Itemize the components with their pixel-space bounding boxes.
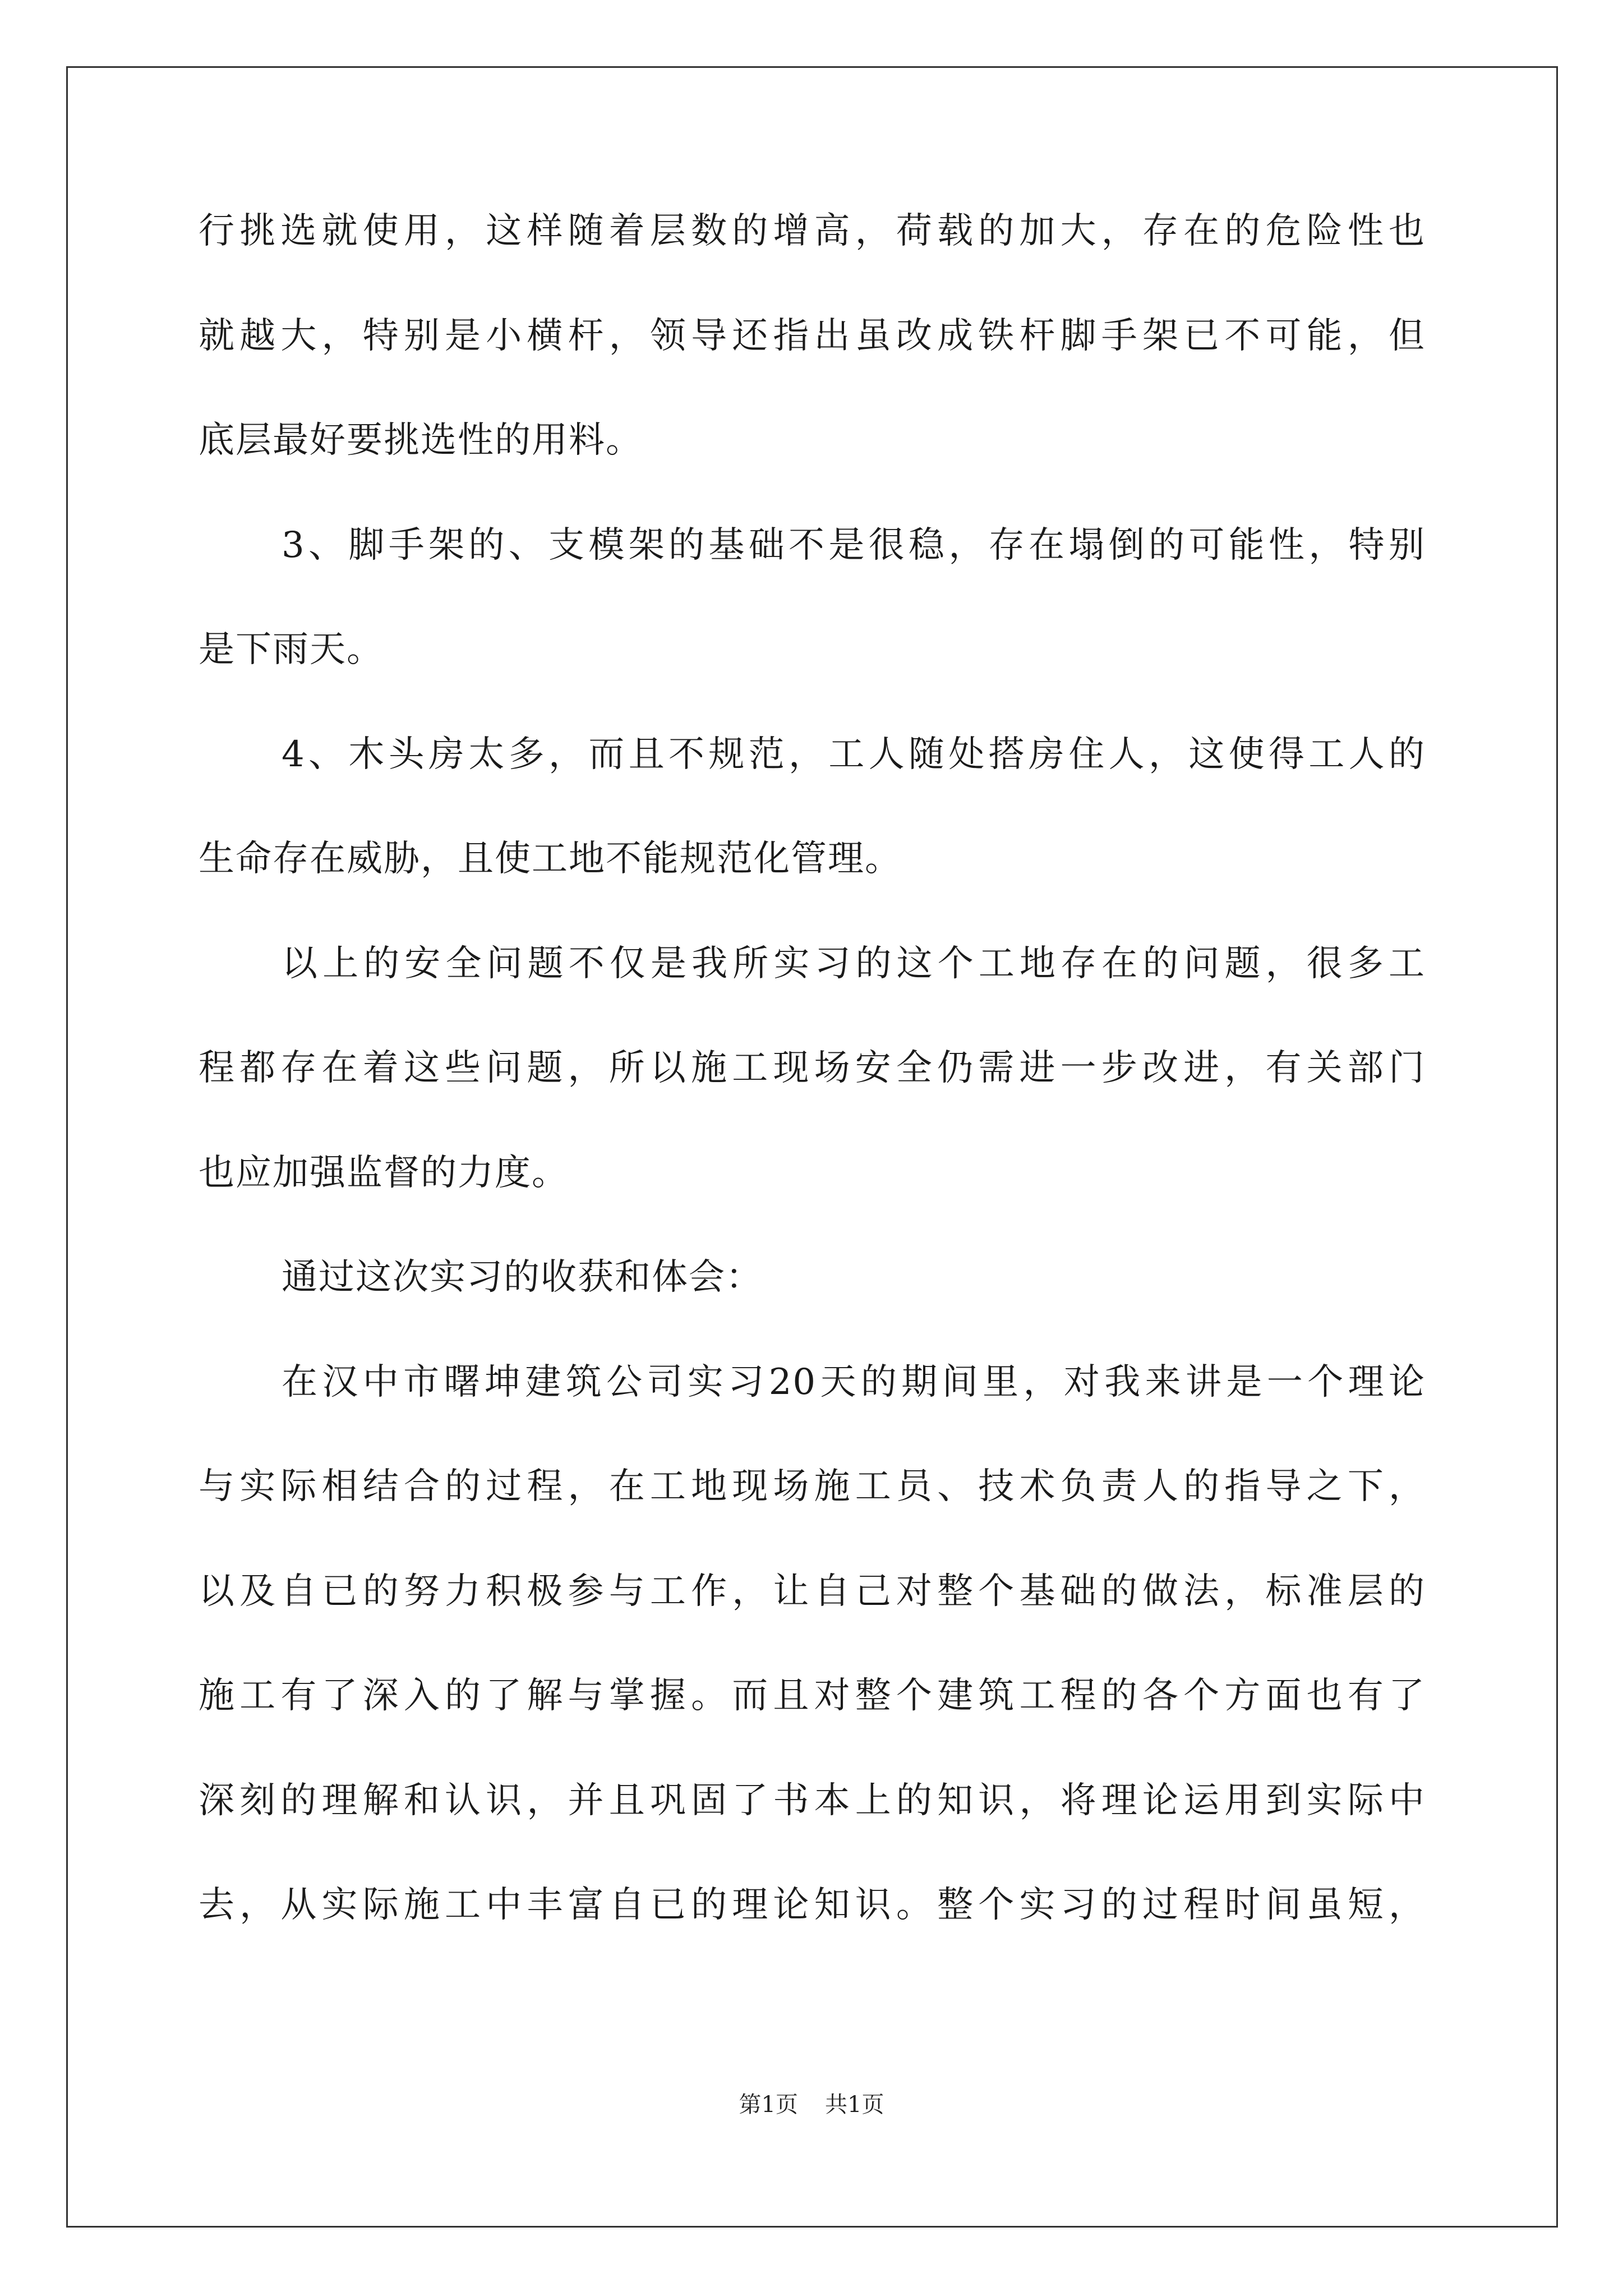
text-line: 施工有了深入的了解与掌握。而且对整个建筑工程的各个方面也有了 (199, 1675, 1426, 1717)
text-line: 4、木头房太多，而且不规范，工人随处搭房住人，这使得工人的 (282, 733, 1426, 775)
text-line: 行挑选就使用，这样随着层数的增高，荷载的加大，存在的危险性也 (199, 210, 1426, 252)
text-line: 底层最好要挑选性的用料。 (199, 420, 643, 461)
text-line: 以上的安全问题不仅是我所实习的这个工地存在的问题，很多工 (282, 942, 1426, 984)
text-line: 通过这次实习的收获和体会： (282, 1257, 763, 1298)
text-line: 深刻的理解和认识，并且巩固了书本上的知识，将理论运用到实际中 (199, 1779, 1426, 1821)
text-line: 在汉中市曙坤建筑公司实习20天的期间里，对我来讲是一个理论 (282, 1361, 1426, 1403)
text-line: 与实际相结合的过程，在工地现场施工员、技术负责人的指导之下， (199, 1466, 1426, 1507)
text-line: 是下雨天。 (199, 629, 384, 670)
page-footer (0, 2087, 1623, 2119)
page-total: 共1页 (825, 2092, 884, 2118)
text-line: 就越大，特别是小横杆，领导还指出虽改成铁杆脚手架已不可能，但 (199, 315, 1426, 357)
page-number: 第1页 (739, 2092, 798, 2118)
text-line: 生命存在威胁，且使工地不能规范化管理。 (199, 838, 902, 880)
text-line: 去，从实际施工中丰富自已的理论知识。整个实习的过程时间虽短， (199, 1884, 1426, 1926)
text-line: 以及自已的努力积极参与工作，让自己对整个基础的做法，标准层的 (199, 1570, 1426, 1612)
text-line: 也应加强监督的力度。 (199, 1152, 569, 1194)
text-line: 程都存在着这些问题，所以施工现场安全仍需进一步改进，有关部门 (199, 1047, 1426, 1089)
text-line: 3、脚手架的、支模架的基础不是很稳，存在塌倒的可能性，特别 (282, 524, 1426, 566)
document-body (199, 210, 1426, 1992)
